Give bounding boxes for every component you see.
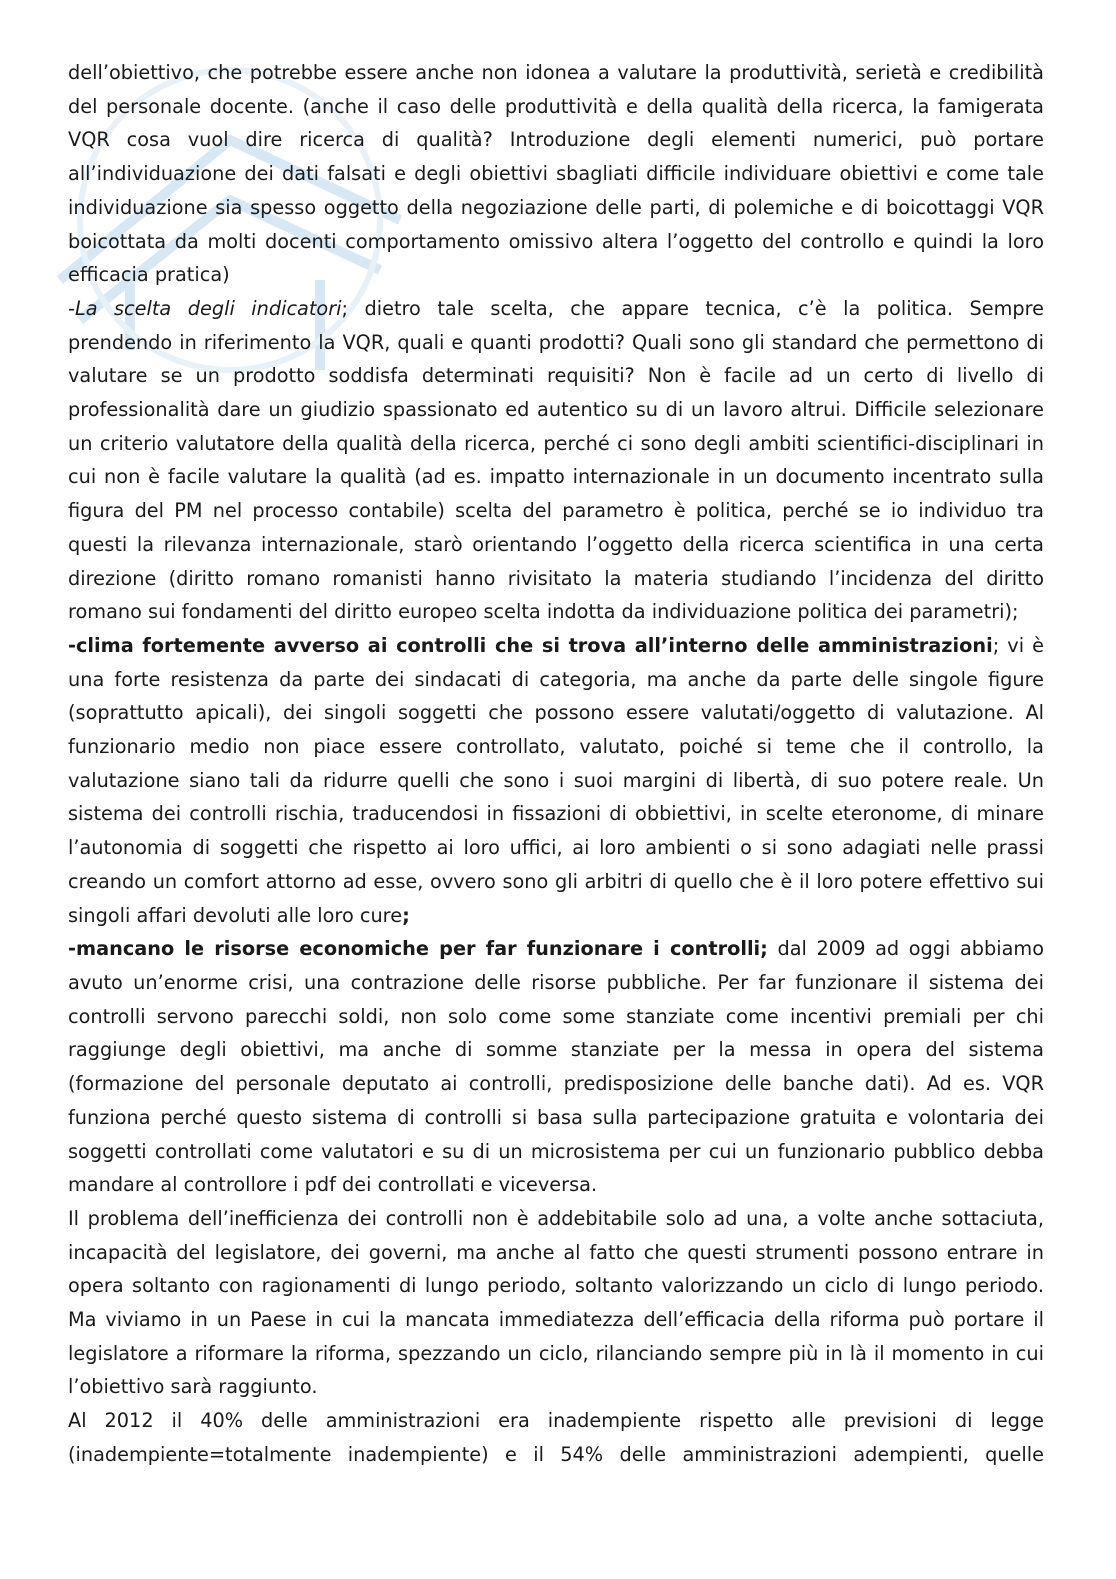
paragraph-statistics: Al 2012 il 40% delle amministrazioni era inadempiente rispetto alle previsioni di legge (inadempiente=totalmente inadempiente) e il 54% delle amministrazioni adempienti, quelle [68, 1409, 1044, 1466]
paragraph-resources [68, 932, 1044, 1202]
heading-indicators: -La scelta degli indicatori [68, 296, 342, 320]
heading-climate: -clima fortemente avverso ai controlli che si trova all’interno delle amministrazioni [68, 633, 993, 657]
paragraph-inefficiency: Il problema dell’inefficienza dei controlli non è addebitabile solo ad una, a volte anche sottaciuta, incapacità del legislatore, dei governi, ma anche al fatto che questi strumenti possono entrare in opera soltanto con ragionamenti di lungo periodo, soltanto valorizzando un ciclo di lungo periodo. Ma viviamo in un Paese in cui la mancata immediatezza dell’efficacia della riforma può portare il legislatore a riformare la riforma, spezzando un ciclo, rilanciando sempre più in là il momento in cui l’obiettivo sarà raggiunto. [68, 1206, 1044, 1399]
paragraph-climate [68, 629, 1044, 932]
text-climate: ; vi è una forte resistenza da parte dei sindacati di categoria, ma anche da parte delle singole figure (soprattutto apicali), dei singoli soggetti che possono essere valutati/oggetto di valutazione. Al funzionario medio non piace essere controllato, valutato, poiché si teme che il controllo, la valutazione siano tali da ridurre quelli che sono i suoi margini di libertà, di suo potere reale. Un sistema dei controlli rischia, traducendosi in fissazioni di obbiettivi, in scelte eteronome, di minare l’autonomia di soggetti che rispetto ai loro uffici, ai loro ambienti o si sono adagiati nelle prassi creando un comfort attorno ad esse, ovvero sono gli arbitri di quello che è il loro potere effettivo sui singoli affari devoluti alle loro cure [68, 633, 1044, 927]
text-climate-end: ; [402, 903, 410, 927]
paragraph-indicators: prendendo in riferimento la VQR, quali e quanti prodotti? Quali sono gli standard che permettono di valutare se un prodotto soddisfa determinati requisiti? Non è facile ad un certo di livello di professionalità dare un giudizio spassionato ed autentico su di un lavoro altrui. Difficile selezionare un criterio valutatore della qualità della ricerca, perché ci sono degli ambiti scientifici-disciplinari in cui non è facile valutare la qualità (ad es. impatto internazionale in un documento incentrato sulla figura del PM nel processo contabile) scelta del parametro è politica, perché se io individuo tra questi la rilevanza internazionale, starò orientando l’oggetto della ricerca scientifica in una certa direzione (diritto romano romanisti hanno rivisitato la materia studiando l’incidenza del diritto romano sui fondamenti del diritto europeo scelta indotta da individuazione politica dei parametri); [68, 330, 1044, 624]
text-indicators-intro: ; dietro tale scelta, che appare tecnica, c’è la politica. Sempre [341, 296, 1044, 320]
document-body [68, 56, 1044, 1472]
paragraph-objective: dell’obiettivo, che potrebbe essere anche non idonea a valutare la produttività, serietà e credibilità del personale docente. (anche il caso delle produttività e della qualità della ricerca, la famigerata VQR cosa vuol dire ricerca di qualità? Introduzione degli elementi numerici, può portare all’individuazione dei dati falsati e degli obiettivi sbagliati difficile individuare obiettivi e come tale individuazione sia spesso oggetto della negoziazione delle parti, di polemiche e di boicottaggi VQR boicottata da molti docenti comportamento omissivo altera l’oggetto del controllo e quindi la loro efficacia pratica) [68, 61, 1044, 287]
paragraph-indicators-first-line [68, 292, 1044, 326]
heading-resources: -mancano le risorse economiche per far funzionare i controlli; [68, 937, 768, 961]
text-resources: dal 2009 ad oggi abbiamo avuto un’enorme crisi, una contrazione delle risorse pubbliche. Per far funzionare il sistema dei controlli servono parecchi soldi, non solo come some stanziate come incentivi premiali per chi raggiunge degli obiettivi, ma anche di somme stanziate per la messa in opera del sistema (formazione del personale deputato ai controlli, predisposizione delle banche dati). Ad es. VQR funziona perché questo sistema di controlli si basa sulla partecipazione gratuita e volontaria dei soggetti controllati come valutatori e su di un microsistema per cui un funzionario pubblico debba mandare al controllore i pdf dei controllati e viceversa. [68, 937, 1044, 1197]
